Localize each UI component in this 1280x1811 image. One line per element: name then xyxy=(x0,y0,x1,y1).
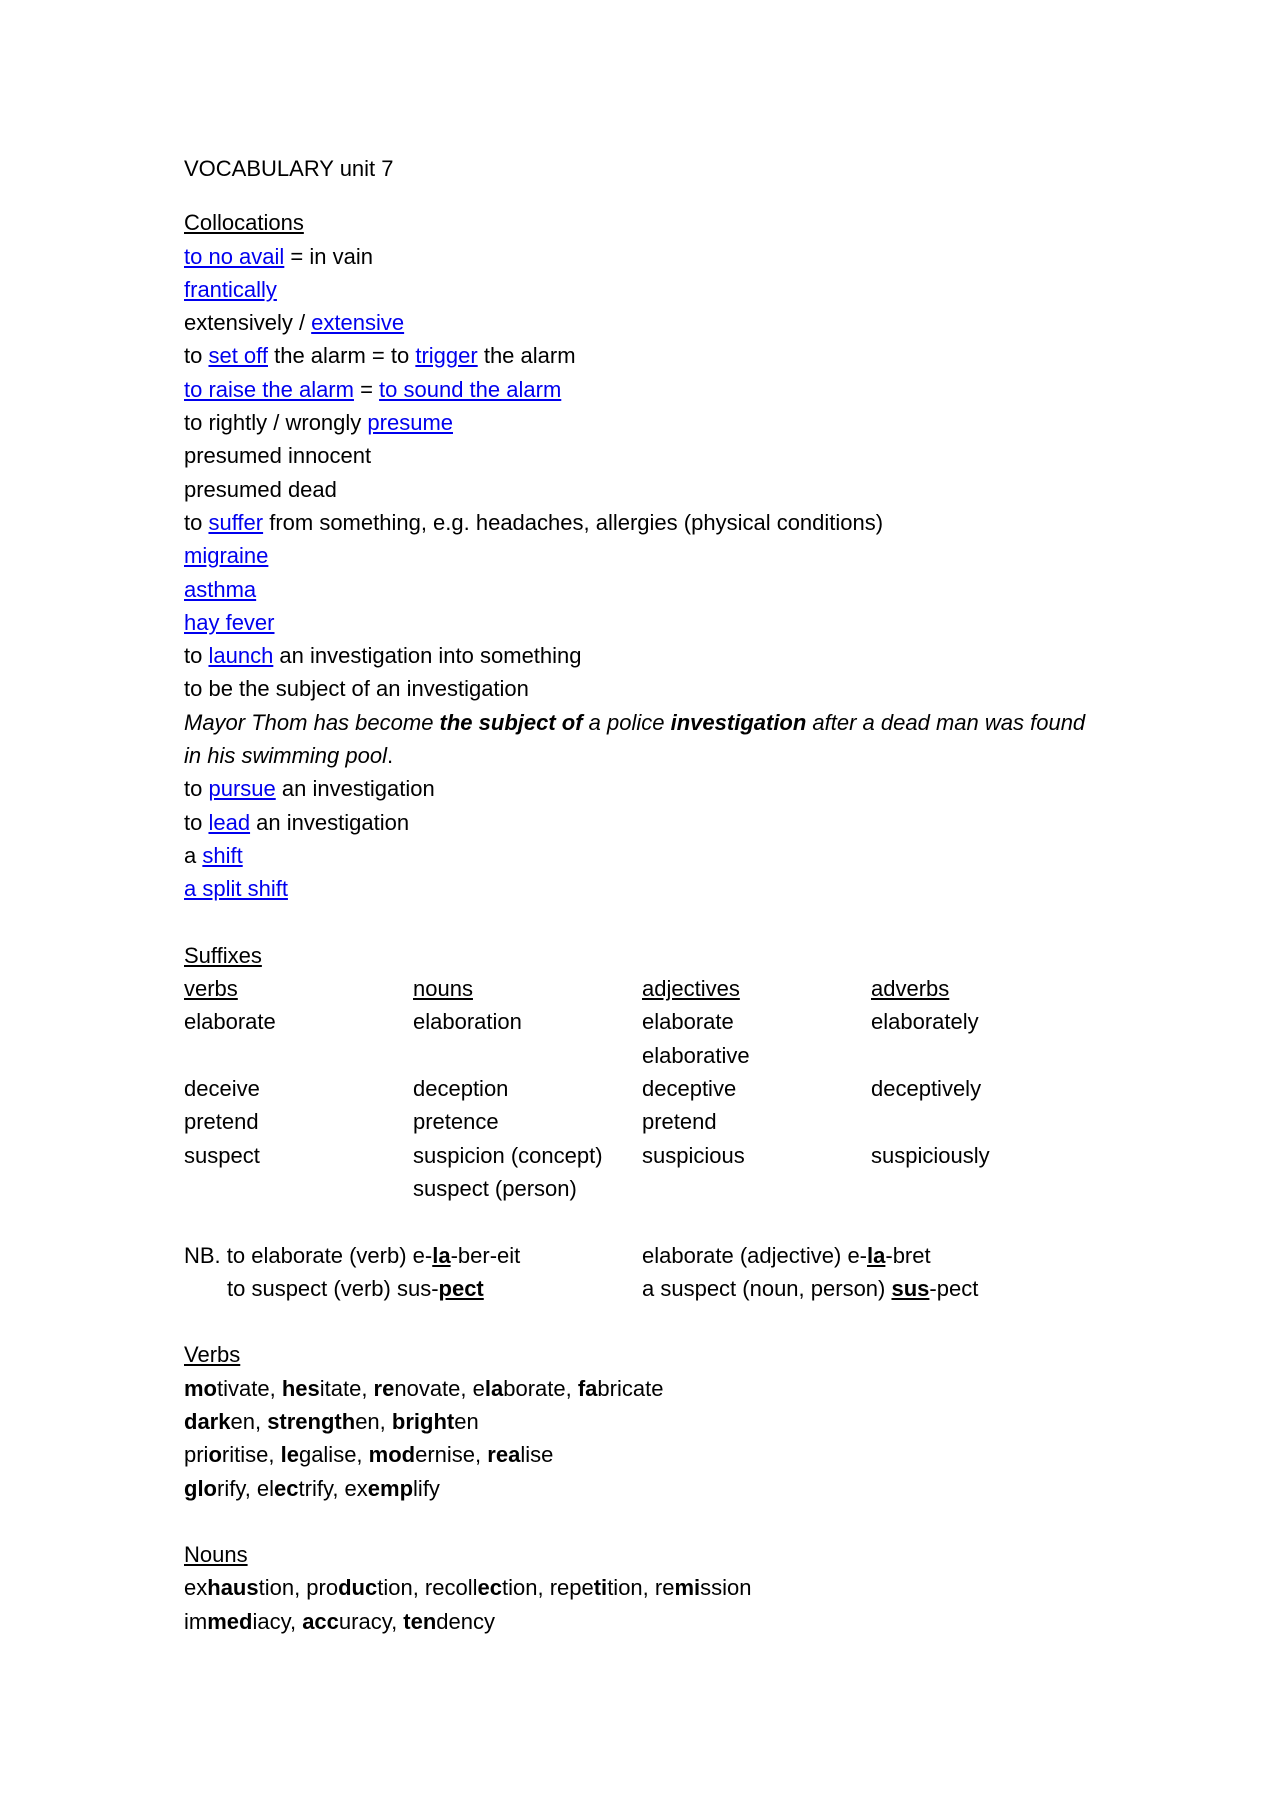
verbs-line xyxy=(184,1472,1104,1505)
word-fragment: borate, xyxy=(503,1375,578,1401)
collocation-line xyxy=(184,573,1104,606)
table-cell: deceptively xyxy=(871,1076,982,1102)
table-cell: suspicious xyxy=(642,1142,745,1168)
word-fragment: tion, pro xyxy=(258,1575,339,1601)
example-sentence: Mayor Thom has become the subject of a police investigation after a dead man was found in his swimming pool. xyxy=(184,709,1086,769)
link-sound-the-alarm[interactable]: to sound the alarm xyxy=(379,376,562,402)
table-cell: elaborate xyxy=(642,1009,734,1035)
table-cell: deceptive xyxy=(642,1076,737,1102)
stressed-syllable: mod xyxy=(368,1442,416,1468)
collocation-line: a shift xyxy=(184,842,243,868)
table-header: adverbs xyxy=(871,976,950,1002)
suffixes-table xyxy=(184,972,1104,1205)
nouns-line xyxy=(184,1571,1104,1604)
verbs-line xyxy=(184,1372,1104,1405)
stressed-syllable: mi xyxy=(674,1575,701,1601)
stressed-syllable: bright xyxy=(391,1408,455,1434)
stressed-syllable: o xyxy=(208,1442,222,1468)
collocation-line xyxy=(184,539,1104,572)
collocation-line: to launch an investigation into something xyxy=(184,643,582,669)
link-raise-the-alarm[interactable]: to raise the alarm xyxy=(184,376,354,402)
stressed-syllable: la xyxy=(484,1375,504,1401)
collocation-line xyxy=(184,606,1104,639)
word-fragment: tion, repe xyxy=(502,1575,594,1601)
word-fragment: ssion xyxy=(700,1575,752,1601)
table-cell xyxy=(184,1172,413,1205)
collocation-line: presumed dead xyxy=(184,476,337,502)
word-fragment: iacy, xyxy=(252,1608,303,1634)
collocations-heading: Collocations xyxy=(184,210,304,236)
link-extensive[interactable]: extensive xyxy=(311,310,405,336)
stressed-syllable: strength xyxy=(267,1408,356,1434)
link-pursue[interactable]: pursue xyxy=(208,776,276,802)
nb-note: elaborate (adjective) e-la-bret xyxy=(642,1242,931,1268)
link-frantically[interactable]: frantically xyxy=(184,276,277,302)
collocation-line: presumed innocent xyxy=(184,443,372,469)
word-fragment: uracy, xyxy=(338,1608,404,1634)
word-fragment: galise, xyxy=(298,1442,369,1468)
collocation-line: to lead an investigation xyxy=(184,809,410,835)
stressed-syllable: re xyxy=(373,1375,395,1401)
stressed-syllable: ec xyxy=(477,1575,502,1601)
stressed-syllable: rea xyxy=(487,1442,521,1468)
table-cell: elaboration xyxy=(413,1009,522,1035)
nb-note: a suspect (noun, person) sus-pect xyxy=(642,1275,979,1301)
stressed-syllable: hes xyxy=(281,1375,320,1401)
word-fragment: pri xyxy=(184,1442,209,1468)
word-fragment: im xyxy=(184,1608,208,1634)
collocation-line: to rightly / wrongly presume xyxy=(184,410,453,436)
link-to-no-avail[interactable]: to no avail xyxy=(184,243,285,269)
stressed-syllable: dark xyxy=(184,1408,231,1434)
table-cell: pretend xyxy=(642,1109,717,1135)
word-fragment: lise xyxy=(520,1442,554,1468)
document-page xyxy=(184,152,1104,1638)
collocation-line: to be the subject of an investigation xyxy=(184,676,529,702)
table-cell: suspicion (concept) xyxy=(413,1142,603,1168)
table-cell: deception xyxy=(413,1076,509,1102)
verbs-heading: Verbs xyxy=(184,1342,241,1368)
word-fragment: ernise, xyxy=(415,1442,488,1468)
collocation-line: to no avail = in vain xyxy=(184,243,373,269)
table-cell: elaborative xyxy=(642,1042,750,1068)
word-fragment: trify, ex xyxy=(298,1475,368,1501)
link-shift[interactable]: shift xyxy=(202,842,243,868)
link-suffer[interactable]: suffer xyxy=(208,509,264,535)
table-cell: elaborate xyxy=(184,1009,276,1035)
link-migraine[interactable]: migraine xyxy=(184,543,269,569)
collocation-line: to pursue an investigation xyxy=(184,776,435,802)
word-fragment: en xyxy=(454,1408,479,1434)
stressed-syllable: med xyxy=(207,1608,253,1634)
link-presume[interactable]: presume xyxy=(367,410,453,436)
word-fragment: bricate xyxy=(597,1375,664,1401)
collocation-line: to set off the alarm = to trigger the alarm xyxy=(184,343,576,369)
table-cell xyxy=(871,1105,1100,1138)
table-cell xyxy=(413,1039,642,1072)
stressed-syllable: emp xyxy=(367,1475,414,1501)
table-cell: suspect xyxy=(184,1142,260,1168)
table-cell xyxy=(871,1039,1100,1072)
table-header: nouns xyxy=(413,976,473,1002)
word-fragment: lify xyxy=(413,1475,440,1501)
document-title: VOCABULARY unit 7 xyxy=(184,156,394,181)
table-cell xyxy=(184,1039,413,1072)
table-cell: suspiciously xyxy=(871,1142,990,1168)
table-cell: pretend xyxy=(184,1109,259,1135)
nouns-heading: Nouns xyxy=(184,1542,248,1568)
stressed-syllable: ec xyxy=(274,1475,299,1501)
verbs-line xyxy=(184,1405,1104,1438)
word-fragment: en, xyxy=(355,1408,392,1434)
word-fragment: ex xyxy=(184,1575,208,1601)
collocation-line: to raise the alarm = to sound the alarm xyxy=(184,376,562,402)
nb-note: to suspect (verb) sus-pect xyxy=(227,1275,484,1301)
link-trigger[interactable]: trigger xyxy=(415,343,478,369)
stressed-syllable: le xyxy=(280,1442,299,1468)
word-fragment: tion, re xyxy=(607,1575,675,1601)
stressed-syllable: ten xyxy=(403,1608,437,1634)
stressed-syllable: mo xyxy=(184,1375,217,1401)
collocation-line: to suffer from something, e.g. headaches, allergies (physical conditions) xyxy=(184,509,884,535)
table-cell: suspect (person) xyxy=(413,1175,577,1201)
link-hay-fever[interactable]: hay fever xyxy=(184,609,275,635)
table-cell xyxy=(642,1172,871,1205)
table-cell xyxy=(871,1172,1100,1205)
word-fragment: ritise, xyxy=(221,1442,281,1468)
link-set-off[interactable]: set off xyxy=(208,343,268,369)
collocation-line xyxy=(184,872,1104,905)
link-launch[interactable]: launch xyxy=(208,643,274,669)
word-fragment: rify, el xyxy=(217,1475,275,1501)
pronunciation-notes xyxy=(184,1239,1104,1306)
verbs-line xyxy=(184,1438,1104,1471)
word-fragment: dency xyxy=(436,1608,496,1634)
word-fragment: tion, recoll xyxy=(377,1575,478,1601)
word-fragment: novate, e xyxy=(394,1375,485,1401)
table-cell: pretence xyxy=(413,1109,499,1135)
stressed-syllable: ti xyxy=(593,1575,608,1601)
stressed-syllable: duc xyxy=(338,1575,378,1601)
nb-note: NB. to elaborate (verb) e-la-ber-eit xyxy=(184,1242,521,1268)
suffixes-heading: Suffixes xyxy=(184,942,262,968)
stressed-syllable: acc xyxy=(302,1608,339,1634)
link-asthma[interactable]: asthma xyxy=(184,576,257,602)
word-fragment: itate, xyxy=(319,1375,374,1401)
table-cell: deceive xyxy=(184,1076,260,1102)
collocation-line: extensively / extensive xyxy=(184,310,405,336)
table-header: adjectives xyxy=(642,976,740,1002)
collocation-line xyxy=(184,273,1104,306)
stressed-syllable: haus xyxy=(207,1575,259,1601)
stressed-syllable: glo xyxy=(184,1475,217,1501)
link-lead[interactable]: lead xyxy=(208,809,251,835)
stressed-syllable: fa xyxy=(577,1375,598,1401)
nouns-line xyxy=(184,1605,1104,1638)
table-cell: elaborately xyxy=(871,1009,979,1035)
word-fragment: en, xyxy=(230,1408,268,1434)
link-split-shift[interactable]: a split shift xyxy=(184,876,288,902)
table-header: verbs xyxy=(184,976,238,1002)
word-fragment: tivate, xyxy=(217,1375,282,1401)
